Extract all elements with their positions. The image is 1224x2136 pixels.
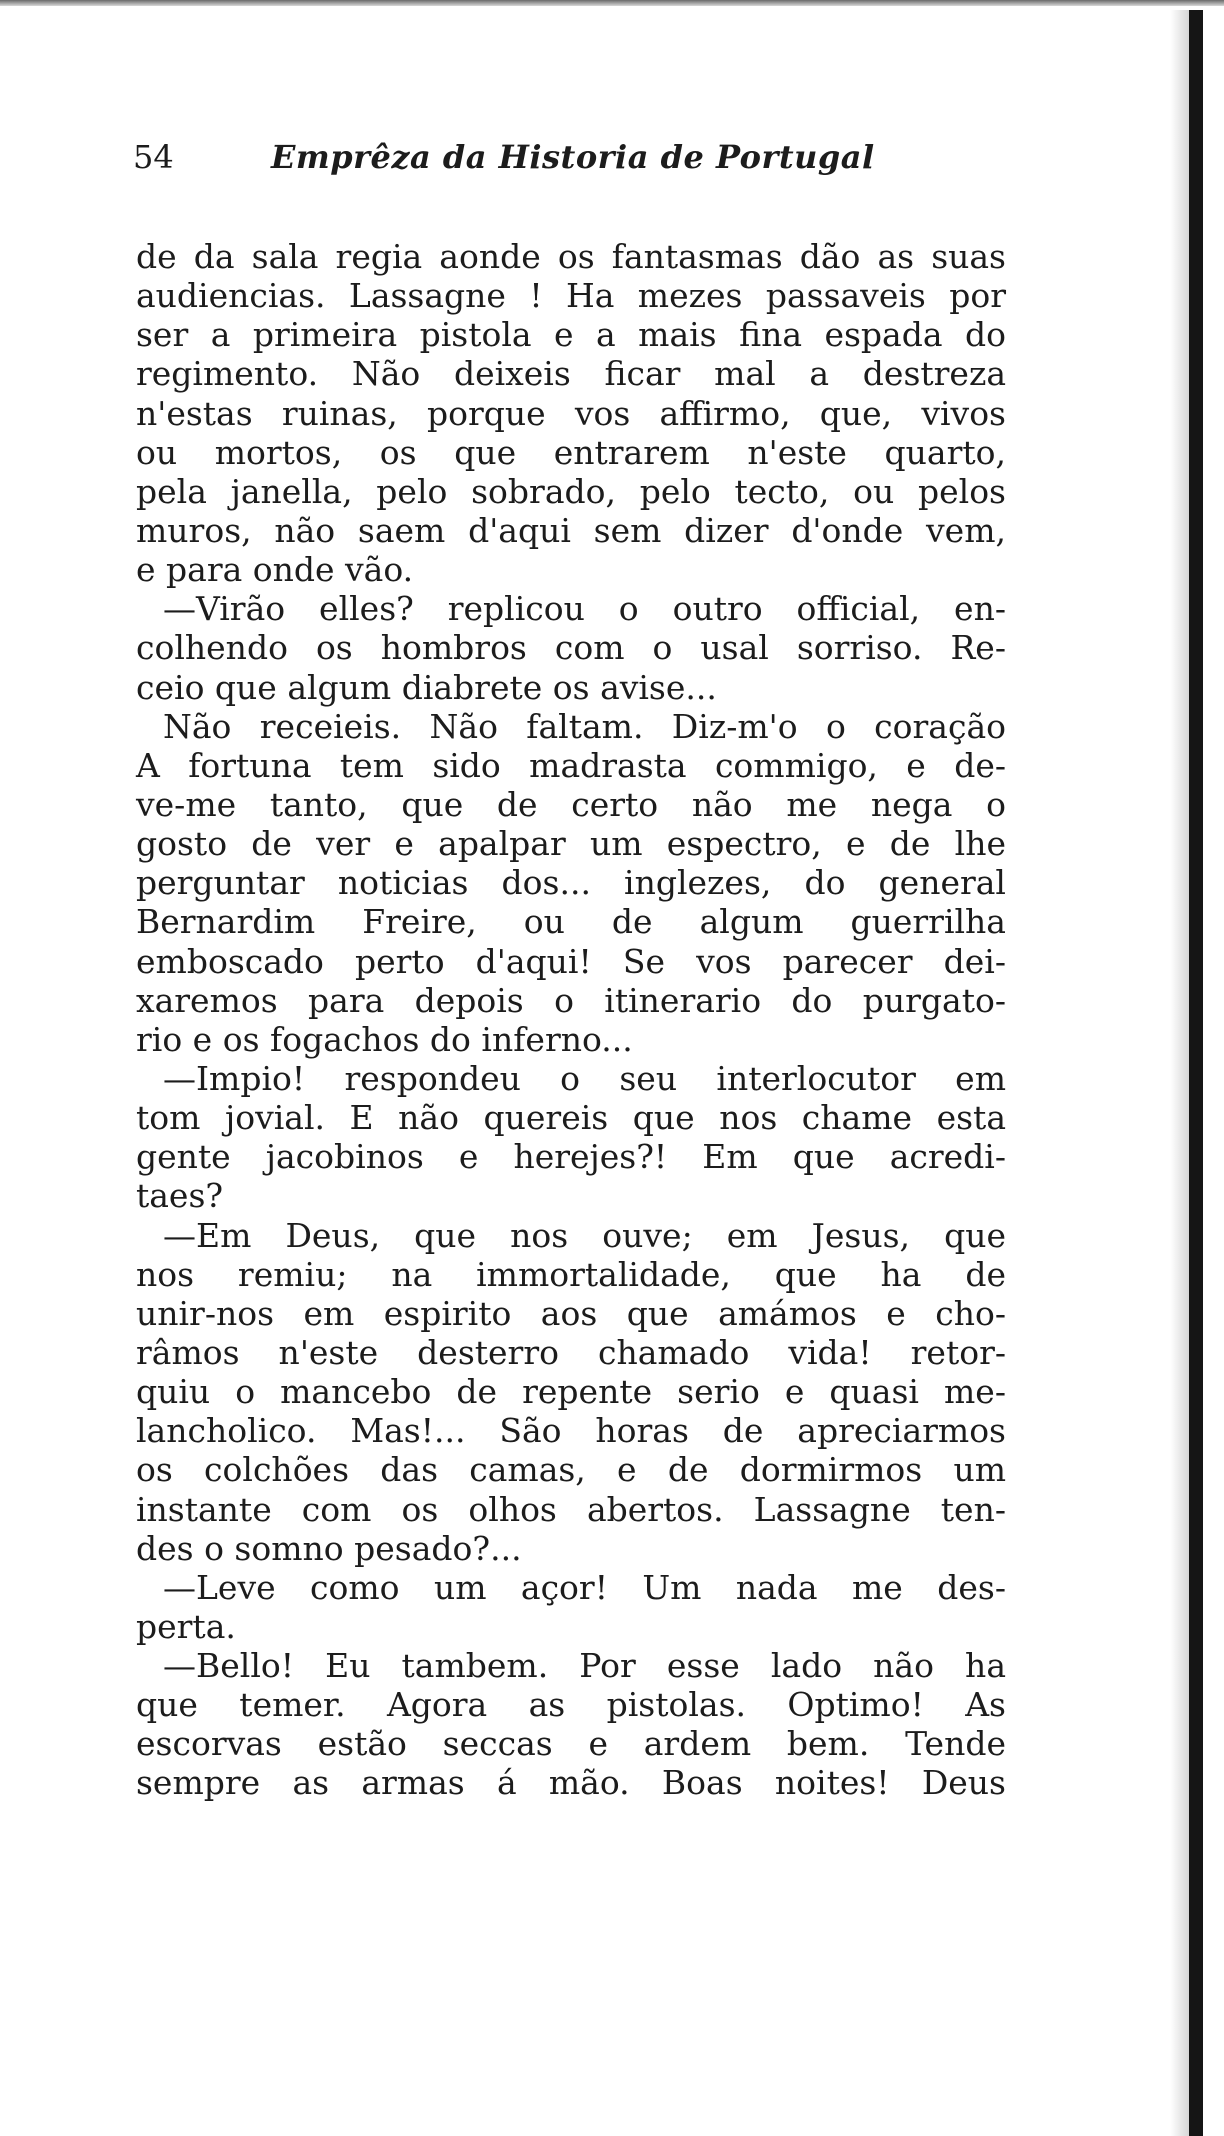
text-line: —Impio! respondeu o seu interlocutor em bbox=[163, 1058, 1006, 1098]
text-line: instante com os olhos abertos. Lassagne ten- bbox=[136, 1489, 1006, 1529]
top-edge-rule bbox=[0, 0, 1224, 6]
text-line: ou mortos, os que entrarem n'este quarto, bbox=[136, 432, 1006, 472]
text-line: tom jovial. E não quereis que nos chame esta bbox=[136, 1098, 1006, 1138]
text-line: escorvas estão seccas e ardem bem. Tende bbox=[136, 1724, 1006, 1764]
text-line: A fortuna tem sido madrasta commigo, e de- bbox=[136, 745, 1006, 785]
running-title: Emprêza da Historia de Portugal bbox=[271, 138, 875, 176]
text-line: pela janella, pelo sobrado, pelo tecto, ou pelos bbox=[136, 471, 1006, 511]
text-line: —Em Deus, que nos ouve; em Jesus, que bbox=[163, 1215, 1006, 1255]
text-line: gosto de ver e apalpar um espectro, e de lhe bbox=[136, 824, 1006, 864]
text-line: Bernardim Freire, ou de algum guerrilha bbox=[136, 902, 1006, 942]
text-line: taes? bbox=[136, 1176, 224, 1216]
running-head bbox=[133, 132, 983, 182]
text-line: os colchões das camas, e de dormirmos um bbox=[136, 1450, 1006, 1490]
text-line: perguntar noticias dos... inglezes, do general bbox=[136, 863, 1006, 903]
text-line: gente jacobinos e herejes?! Em que acredi- bbox=[136, 1137, 1006, 1177]
text-line: quiu o mancebo de repente serio e quasi me- bbox=[136, 1372, 1006, 1412]
text-line: ve-me tanto, que de certo não me nega o bbox=[136, 784, 1006, 824]
text-line: de da sala regia aonde os fantasmas dão as suas bbox=[136, 237, 1006, 276]
text-line: râmos n'este desterro chamado vida! retor- bbox=[136, 1332, 1006, 1372]
text-line: —Virão elles? replicou o outro official, en- bbox=[163, 589, 1006, 629]
text-line: e para onde vão. bbox=[136, 550, 414, 590]
text-line: —Leve como um açor! Um nada me des- bbox=[163, 1567, 1006, 1607]
text-line: rio e os fogachos do inferno... bbox=[136, 1019, 633, 1059]
text-line: Não receieis. Não faltam. Diz-m'o o coração bbox=[163, 706, 1006, 746]
text-line: emboscado perto d'aqui! Se vos parecer dei- bbox=[136, 941, 1006, 981]
text-line: nos remiu; na immortalidade, que ha de bbox=[136, 1254, 1006, 1294]
text-line: sempre as armas á mão. Boas noites! Deus bbox=[136, 1763, 1006, 1803]
text-line: unir-nos em espirito aos que amámos e cho- bbox=[136, 1293, 1006, 1333]
body-text bbox=[136, 237, 1006, 1803]
text-line: des o somno pesado?... bbox=[136, 1528, 522, 1568]
binding-shadow bbox=[1170, 10, 1189, 2136]
binding-edge bbox=[1189, 10, 1203, 2136]
text-line: colhendo os hombros com o usal sorriso. Re- bbox=[136, 628, 1006, 668]
text-line: audiencias. Lassagne ! Ha mezes passaveis por bbox=[136, 276, 1006, 316]
text-line: n'estas ruinas, porque vos affirmo, que, vivos bbox=[136, 393, 1006, 433]
page-number: 54 bbox=[133, 138, 174, 176]
text-line: regimento. Não deixeis ficar mal a destreza bbox=[136, 354, 1006, 394]
text-line: que temer. Agora as pistolas. Optimo! As bbox=[136, 1685, 1006, 1725]
text-line: xaremos para depois o itinerario do purgato- bbox=[136, 980, 1006, 1020]
text-line: lancholico. Mas!... São horas de apreciarmos bbox=[136, 1411, 1006, 1451]
text-line: ceio que algum diabrete os avise... bbox=[136, 667, 717, 707]
text-line: perta. bbox=[136, 1606, 236, 1646]
text-line: ser a primeira pistola e a mais fina espada do bbox=[136, 315, 1006, 355]
text-line: muros, não saem d'aqui sem dizer d'onde vem, bbox=[136, 510, 1006, 550]
text-line: —Bello! Eu tambem. Por esse lado não ha bbox=[163, 1646, 1006, 1686]
